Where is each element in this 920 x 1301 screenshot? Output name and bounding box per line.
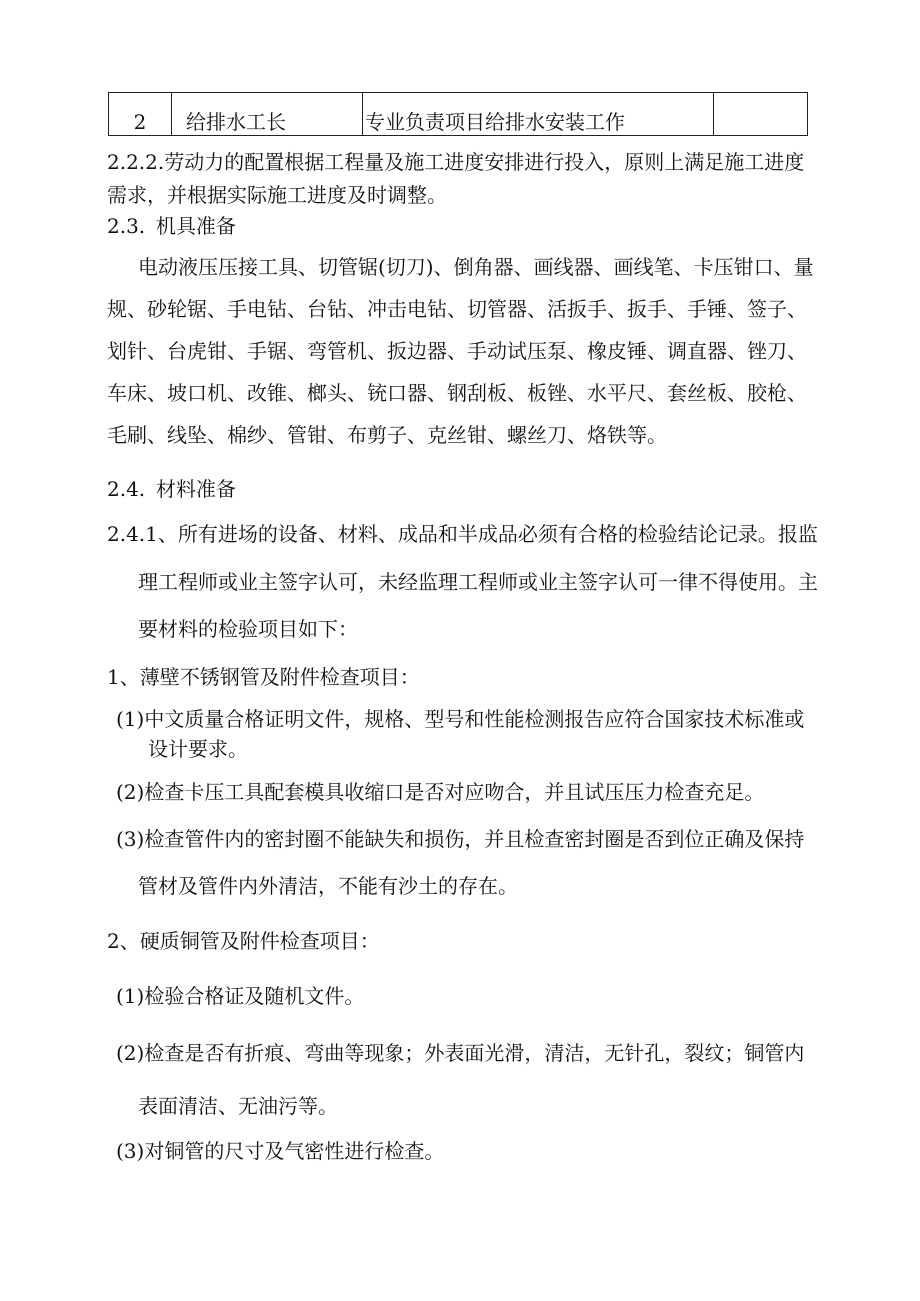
sec222-line1: 2.2.2.劳动力的配置根据工程量及施工进度安排进行投入，原则上满足施工进度	[107, 150, 805, 174]
tools-line-5: 毛刷、线坠、棉纱、管钳、布剪子、克丝钳、螺丝刀、烙铁等。	[107, 423, 667, 447]
p241-line1: 2.4.1、所有进场的设备、材料、成品和半成品必须有合格的检验结论记录。报监	[107, 522, 818, 546]
sec23-heading-num: 2.3.	[107, 214, 146, 238]
row-role: 给排水工长	[172, 93, 363, 136]
item2-title: 2、硬质铜管及附件检查项目：	[107, 929, 380, 953]
sec24-heading-text: 材料准备	[156, 477, 236, 501]
item2-s3: (3)对铜管的尺寸及气密性进行检查。	[116, 1139, 445, 1163]
tools-line-4: 车床、坡口机、改锥、榔头、铳口器、钢刮板、板锉、水平尺、套丝板、胶枪、	[107, 381, 807, 405]
item1-s1-line2: 设计要求。	[148, 737, 248, 761]
item1-s3-line1: (3)检查管件内的密封圈不能缺失和损伤，并且检查密封圈是否到位正确及保持	[116, 827, 805, 851]
item1-s3-line2: 管材及管件内外清洁，不能有沙土的存在。	[138, 874, 518, 898]
sec222-line2: 需求，并根据实际施工进度及时调整。	[107, 183, 447, 207]
row-number: 2	[109, 93, 172, 136]
tools-line-1: 电动液压压接工具、切管锯(切刀)、倒角器、画线器、画线笔、卡压钳口、量	[138, 255, 814, 279]
tools-line-2: 规、砂轮锯、手电钻、台钻、冲击电钻、切管器、活扳手、扳手、手锤、签子、	[107, 297, 807, 321]
table-row	[109, 93, 808, 136]
item1-title: 1、薄壁不锈钢管及附件检查项目：	[107, 665, 420, 689]
item1-s2: (2)检查卡压工具配套模具收缩口是否对应吻合，并且试压压力检查充足。	[116, 780, 765, 804]
sec23-heading-text: 机具准备	[156, 214, 236, 238]
p241-line3: 要材料的检验项目如下：	[138, 617, 358, 641]
row-duty: 专业负责项目给排水安装工作	[363, 93, 714, 136]
item1-s1-line1: (1)中文质量合格证明文件，规格、型号和性能检测报告应符合国家技术标准或	[116, 707, 805, 731]
tools-line-3: 划针、台虎钳、手锯、弯管机、扳边器、手动试压泵、橡皮锤、调直器、锉刀、	[107, 339, 807, 363]
p241-line2: 理工程师或业主签字认可，未经监理工程师或业主签字认可一律不得使用。主	[138, 570, 818, 594]
item2-s2-line2: 表面清洁、无油污等。	[138, 1094, 338, 1118]
row-remark	[714, 93, 808, 136]
item2-s1: (1)检验合格证及随机文件。	[116, 984, 365, 1008]
item2-s2-line1: (2)检查是否有折痕、弯曲等现象；外表面光滑，清洁，无针孔，裂纹；铜管内	[116, 1041, 805, 1065]
staff-table	[108, 92, 808, 136]
sec24-heading-num: 2.4.	[107, 477, 146, 501]
